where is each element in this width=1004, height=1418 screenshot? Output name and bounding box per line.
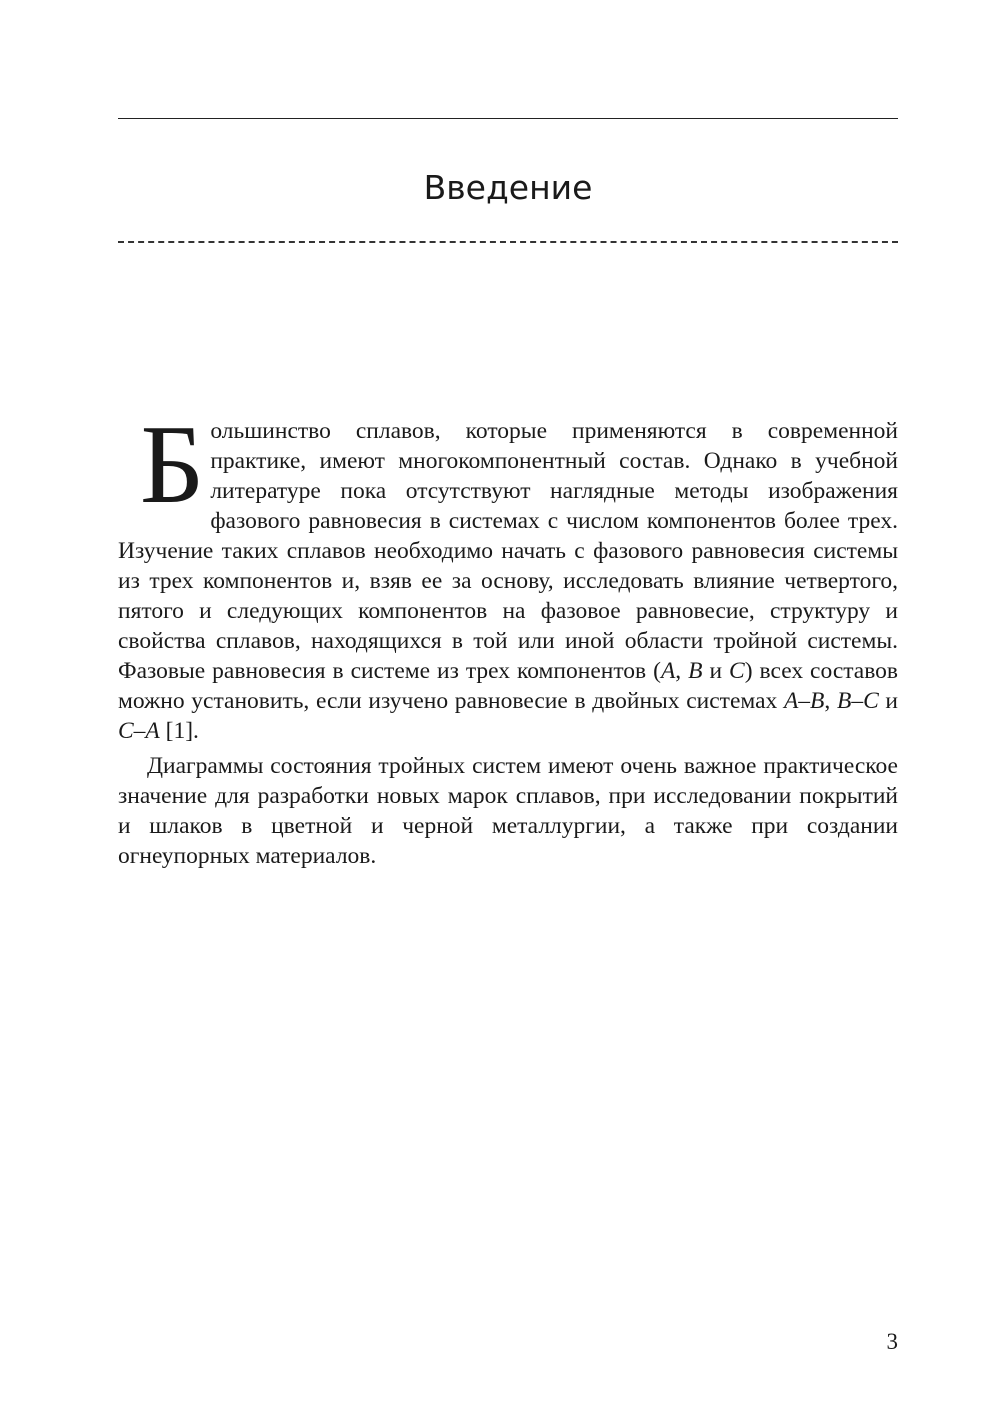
italic-term: B–C: [836, 688, 879, 714]
italic-term: A: [660, 658, 676, 684]
page-number: 3: [886, 1329, 898, 1354]
text-segment: [1].: [159, 718, 199, 744]
paragraph-second: Диаграммы состояния тройных систем имеют очень важное практическое значение для разработки новых марок сплавов, при исследовании покрытий и шлаков в цветной и черной металлургии, а также при создании огнеупорных материалов.: [118, 753, 898, 869]
italic-term: B: [688, 658, 703, 684]
italic-term: A–B: [783, 688, 825, 714]
page-title: Введение: [423, 168, 593, 207]
dashed-divider: [118, 241, 898, 243]
body-text: [118, 403, 899, 871]
top-rule: [118, 118, 898, 119]
italic-term: C: [729, 658, 745, 684]
text-segment: ,: [824, 688, 837, 714]
italic-term: C–A: [118, 718, 160, 744]
text-segment: и: [702, 658, 730, 684]
text-segment: и: [878, 688, 899, 714]
text-segment: ,: [675, 658, 689, 684]
text-segment: ) всех составов можно установить, если изучено равновесие в двойных системах: [118, 658, 899, 714]
text-segment: ольшинство сплавов, которые применяются в современной практике, имеют многокомпонентный состав. Однако в учебной литературе пока отсутствуют наглядные методы изображения фазового равновесия в системах с числом компонентов более трех. Изучение таких сплавов необходимо начать с фазового равновесия системы из трех компонентов и, взяв ее за основу, исследовать влияние четвертого, пятого и следующих компонентов на фазовое равновесие, структуру и свойства сплавов, находящихся в той или иной области тройной системы. Фазовые равновесия в системе из трех компонентов (: [118, 418, 898, 684]
drop-cap: Б: [140, 403, 205, 527]
paragraph-intro: [118, 403, 899, 746]
